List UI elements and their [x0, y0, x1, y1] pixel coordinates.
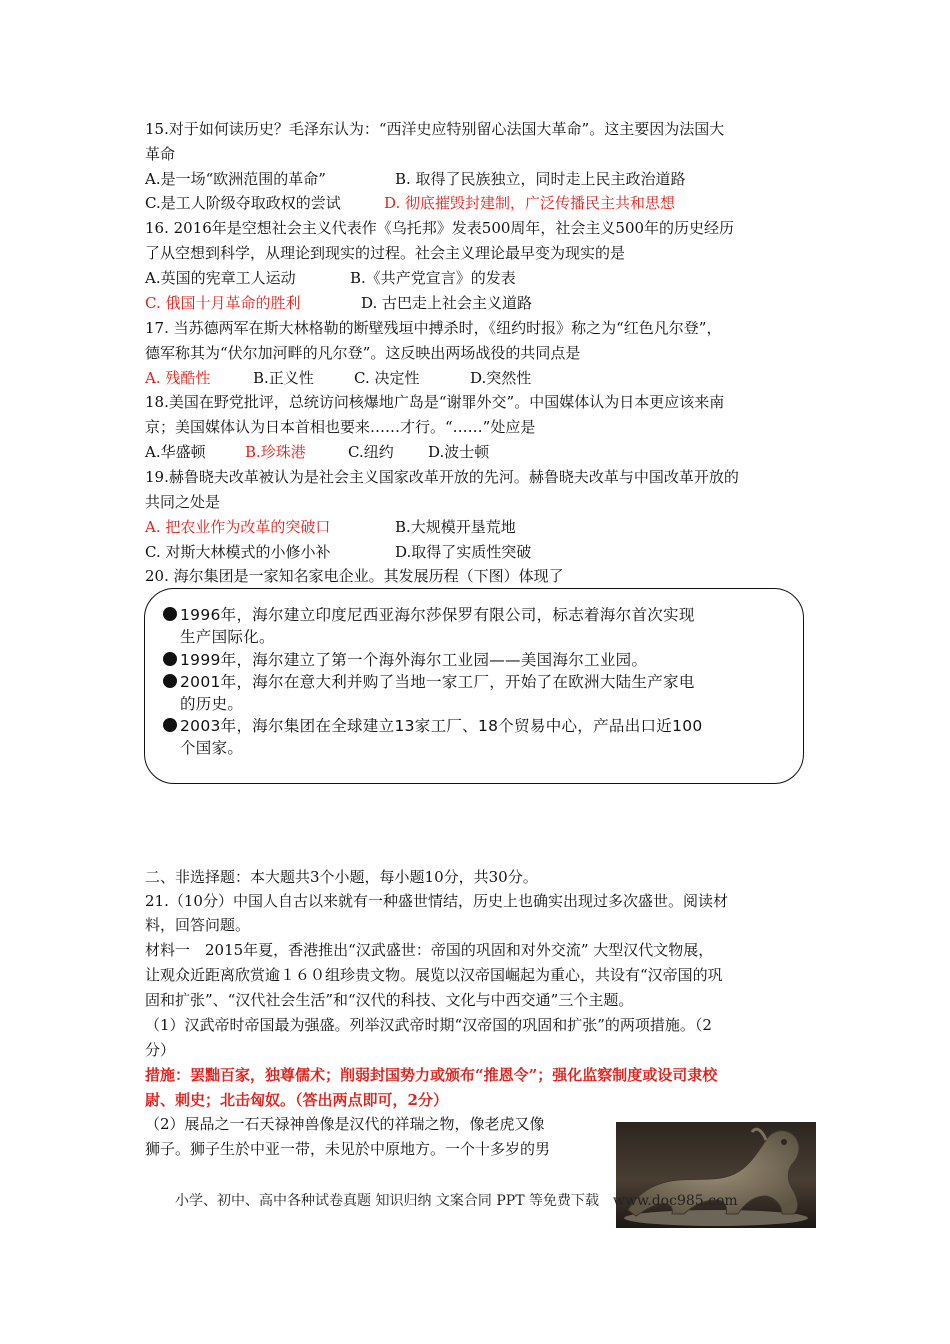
q21-sub1-line2: 分）: [145, 1041, 176, 1059]
q19-option-b: B.大规模开垦荒地: [395, 518, 516, 536]
bullet-icon: [163, 718, 177, 732]
q21-answer-line1: 措施：罢黜百家，独尊儒术；削弱封国势力或颁布“推恩令”；强化监察制度或设司隶校: [145, 1066, 718, 1084]
q20-stem: 20. 海尔集团是一家知名家电企业。其发展历程（下图）体现了: [145, 567, 564, 585]
bullet-icon: [163, 674, 177, 688]
timeline-text: 2003年，海尔集团在全球建立13家工厂、18个贸易中心，产品出口近100: [180, 717, 703, 735]
q21-sub1-line1: （1）汉武帝时帝国最为强盛。列举汉武帝时期“汉帝国的巩固和扩张”的两项措施。（2: [145, 1016, 712, 1034]
q18-stem-line2: 京；美国媒体认为日本首相也要来……才行。“……”处应是: [145, 418, 536, 436]
q15-option-b: B. 取得了民族独立，同时走上民主政治道路: [395, 170, 686, 188]
q21-line2: 料，回答问题。: [145, 916, 251, 934]
stone-beast-image: [616, 1122, 816, 1228]
footer-watermark: 小学、初中、高中各种试卷真题 知识归纳 文案合同 PPT 等免费下载 www.doc985.com: [175, 1193, 738, 1209]
q17-option-c: C. 决定性: [354, 369, 420, 387]
timeline-text: 2001年，海尔在意大利并购了当地一家工厂，开始了在欧洲大陆生产家电: [180, 673, 695, 691]
q15-stem-line2: 革命: [145, 145, 176, 163]
timeline-item-1996: [163, 604, 695, 626]
q18-option-d: D.波士顿: [428, 443, 490, 461]
q17-option-a-answer: A. 残酷性: [145, 369, 211, 387]
timeline-item-1999: [163, 649, 647, 671]
q19-option-c: C. 对斯大林模式的小修小补: [145, 543, 331, 561]
q15-option-c: C.是工人阶级夺取政权的尝试: [145, 194, 341, 212]
q19-stem-line1: 19.赫鲁晓夫改革被认为是社会主义国家改革开放的先河。赫鲁晓夫改革与中国改革开放的: [145, 468, 739, 486]
q19-option-a-answer: A. 把农业作为改革的突破口: [145, 518, 331, 536]
q16-stem-line2: 了从空想到科学，从理论到现实的过程。社会主义理论最早变为现实的是: [145, 244, 626, 262]
section-two-heading: 二、非选择题：本大题共3个小题，每小题10分，共30分。: [145, 868, 538, 886]
q16-option-d: D. 古巴走上社会主义道路: [361, 294, 533, 312]
q15-option-d-answer: D. 彻底摧毁封建制，广泛传播民主共和思想: [384, 194, 676, 212]
q15-stem-line1: 15.对于如何读历史？毛泽东认为：“西洋史应特别留心法国大革命”。这主要因为法国大: [145, 120, 725, 138]
timeline-item-2003: [163, 715, 703, 737]
q17-stem-line1: 17. 当苏德两军在斯大林格勒的断壁残垣中搏杀时，《纽约时报》称之为“红色凡尔登”，: [145, 319, 722, 337]
q16-option-b: B.《共产党宣言》的发表: [350, 269, 516, 287]
timeline-item-2001: [163, 671, 695, 693]
q21-material-line3: 固和扩张”、“汉代社会生活”和“汉代的科技、文化与中西交通”三个主题。: [145, 991, 634, 1009]
q18-stem-line1: 18.美国在野党批评，总统访问核爆地广岛是“谢罪外交”。中国媒体认为日本更应该来南: [145, 393, 725, 411]
q16-stem-line1: 16. 2016年是空想社会主义代表作《乌托邦》发表500周年，社会主义500年的历史经历: [145, 219, 735, 237]
q21-material-line2: 让观众近距离欣赏逾１６０组珍贵文物。展览以汉帝国崛起为重心，共设有“汉帝国的巩: [145, 966, 723, 984]
bullet-icon: [163, 652, 177, 666]
q16-option-c-answer: C. 俄国十月革命的胜利: [145, 294, 301, 312]
q17-stem-line2: 德军称其为“伏尔加河畔的凡尔登”。这反映出两场战役的共同点是: [145, 344, 581, 362]
q16-option-a: A.英国的宪章工人运动: [145, 269, 296, 287]
q18-option-a: A.华盛顿: [145, 443, 206, 461]
q19-option-d: D.取得了实质性突破: [395, 543, 532, 561]
q19-stem-line2: 共同之处是: [145, 493, 221, 511]
q21-sub2-line1: （2）展品之一石天禄神兽像是汉代的祥瑞之物，像老虎又像: [145, 1115, 545, 1133]
q15-option-a: A.是一场“欧洲范围的革命”: [145, 170, 326, 188]
timeline-item-2003-cont: 个国家。: [180, 739, 244, 757]
q21-answer-line2: 尉、刺史；北击匈奴。（答出两点即可，2分）: [145, 1091, 448, 1109]
timeline-item-2001-cont: 的历史。: [180, 695, 244, 713]
q18-option-b-answer: B.珍珠港: [245, 443, 306, 461]
q21-sub2-line2: 狮子。狮子生於中亚一带，未见於中原地方。一个十多岁的男: [145, 1140, 551, 1158]
q17-option-b: B.正义性: [253, 369, 314, 387]
q17-option-d: D.突然性: [470, 369, 532, 387]
q21-line1: 21.（10分）中国人自古以来就有一种盛世情结，历史上也确实出现过多次盛世。阅读材: [145, 892, 728, 910]
timeline-text: 1996年，海尔建立印度尼西亚海尔莎保罗有限公司，标志着海尔首次实现: [180, 606, 695, 624]
q18-option-c: C.纽约: [348, 443, 394, 461]
timeline-item-1996-cont: 生产国际化。: [180, 628, 275, 646]
timeline-text: 1999年，海尔建立了第一个海外海尔工业园——美国海尔工业园。: [180, 651, 648, 669]
bullet-icon: [163, 607, 177, 621]
q21-material-line1: 材料一 2015年夏，香港推出“汉武盛世：帝国的巩固和对外交流” 大型汉代文物展，: [145, 941, 714, 959]
tianlu-beast-photo: [616, 1122, 816, 1228]
